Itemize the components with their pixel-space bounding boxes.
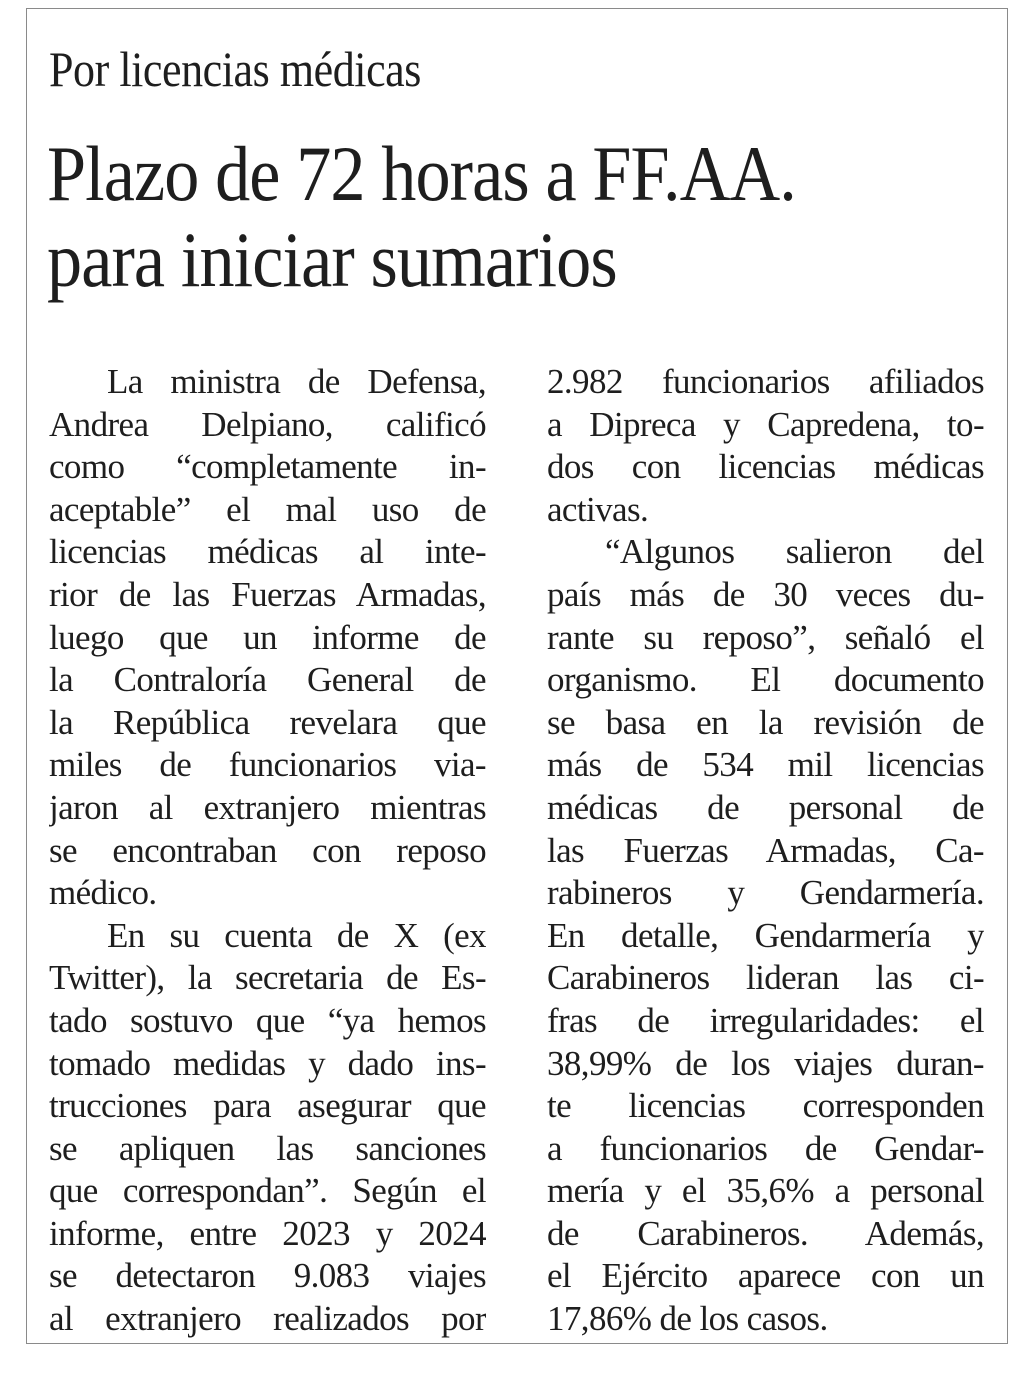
text-line: miles de funcionarios via-	[49, 745, 486, 785]
text-line: rior de las Fuerzas Armadas,	[49, 574, 486, 614]
text-line: médicas de personal de	[547, 787, 984, 827]
text-line: médico.	[49, 873, 157, 913]
text-line: se encontraban con reposo	[49, 830, 486, 870]
text-line: Twitter), la secretaria de Es-	[49, 958, 486, 998]
text-line: se detectaron 9.083 viajes	[49, 1256, 486, 1296]
text-line: dos con licencias médicas	[547, 447, 984, 487]
text-line: organismo. El documento	[547, 660, 984, 700]
headline-line: para iniciar sumarios	[47, 216, 617, 303]
article-kicker: Por licencias médicas	[49, 41, 421, 97]
text-line: de Carabineros. Además,	[547, 1213, 984, 1253]
text-line: fras de irregularidades: el	[547, 1000, 984, 1040]
article-body-right-column	[547, 361, 984, 1341]
article-body-left-column	[49, 361, 486, 1341]
text-line: país más de 30 veces du-	[547, 574, 984, 614]
text-line: luego que un informe de	[49, 617, 486, 657]
text-line: se basa en la revisión de	[547, 702, 984, 742]
text-line: La ministra de Defensa,	[107, 362, 486, 401]
text-line: rabineros y Gendarmería.	[547, 873, 984, 913]
text-line: te licencias corresponden	[547, 1086, 984, 1126]
text-line: En su cuenta de X (ex	[107, 915, 486, 955]
text-line: 17,86% de los casos.	[547, 1299, 828, 1339]
text-line: al extranjero realizados por	[49, 1299, 486, 1339]
text-line: Carabineros lideran las ci-	[547, 958, 984, 998]
text-line: 38,99% de los viajes duran-	[547, 1043, 984, 1083]
text-line: la Contraloría General de	[49, 660, 486, 700]
text-line: jaron al extranjero mientras	[49, 787, 486, 827]
text-line: a Dipreca y Capredena, to-	[547, 404, 984, 444]
text-line: rante su reposo”, señaló el	[547, 617, 984, 657]
text-line: informe, entre 2023 y 2024	[49, 1213, 486, 1253]
text-line: mería y el 35,6% a personal	[547, 1171, 984, 1211]
text-line: trucciones para asegurar que	[49, 1086, 486, 1126]
text-line: se apliquen las sanciones	[49, 1128, 486, 1168]
text-line: Andrea Delpiano, calificó	[49, 404, 486, 444]
text-line: “Algunos salieron del	[605, 532, 984, 572]
text-line: la República revelara que	[49, 702, 486, 742]
headline-line: Plazo de 72 horas a FF.AA.	[47, 130, 796, 217]
text-line: como “completamente in-	[49, 447, 486, 487]
text-line: 2.982 funcionarios afiliados	[547, 362, 984, 401]
text-line: el Ejército aparece con un	[547, 1256, 984, 1296]
text-line: tomado medidas y dado ins-	[49, 1043, 486, 1083]
article-headline	[47, 131, 796, 303]
text-line: las Fuerzas Armadas, Ca-	[547, 830, 984, 870]
text-line: a funcionarios de Gendar-	[547, 1128, 984, 1168]
text-line: aceptable” el mal uso de	[49, 489, 486, 529]
text-line: activas.	[547, 489, 649, 529]
text-line: tado sostuvo que “ya hemos	[49, 1000, 486, 1040]
news-clipping	[26, 8, 1008, 1344]
text-line: más de 534 mil licencias	[547, 745, 984, 785]
text-line: licencias médicas al inte-	[49, 532, 486, 572]
text-line: En detalle, Gendarmería y	[547, 915, 984, 955]
text-line: que correspondan”. Según el	[49, 1171, 486, 1211]
